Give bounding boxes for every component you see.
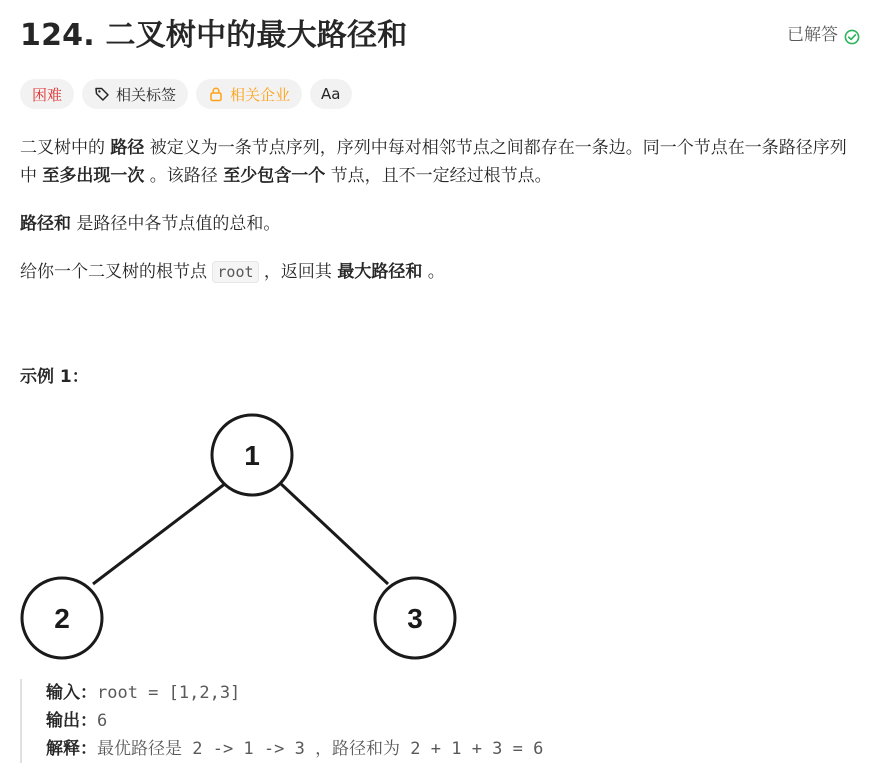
related-companies-button[interactable] (196, 79, 302, 109)
tree-node-left-label: 2 (54, 603, 70, 634)
related-tags-button[interactable] (82, 79, 188, 109)
inline-code: root (212, 261, 258, 283)
problem-description (20, 134, 862, 306)
description-paragraph-2: 路径和 是路径中各节点值的总和。 (20, 214, 281, 234)
font-size-icon: Aa (321, 85, 341, 103)
tag-icon (94, 86, 110, 102)
lock-icon (208, 86, 224, 102)
description-paragraph-3: 给你一个二叉树的根节点 root ，返回其 最大路径和 。 (20, 262, 445, 282)
tag-row (20, 79, 352, 109)
solved-label: 已解答 (787, 25, 838, 45)
example-output (46, 707, 866, 735)
related-tags-label: 相关标签 (116, 85, 177, 104)
related-companies-label: 相关企业 (230, 85, 291, 104)
problem-title: 124. 二叉树中的最大路径和 (20, 18, 408, 53)
output-label: 输出： (46, 711, 97, 731)
difficulty-label: 困难 (32, 85, 63, 104)
font-size-button[interactable] (310, 79, 351, 109)
example-input (46, 679, 866, 707)
explain-label: 解释： (46, 739, 97, 759)
tree-edge-right (280, 483, 388, 584)
example-title: 示例 1： (20, 367, 89, 387)
tree-node-root-label: 1 (244, 440, 260, 471)
output-value: 6 (97, 711, 108, 731)
description-paragraph-1: 二叉树中的 路径 被定义为一条节点序列，序列中每对相邻节点之间都存在一条边。同一个节点在一条路径序列中 至多出现一次 。该路径 至少包含一个 节点，且不一定经过根节点。 (20, 138, 847, 186)
tree-node-right-label: 3 (407, 603, 423, 634)
input-value: root = [1,2,3] (97, 683, 241, 703)
difficulty-badge[interactable] (20, 79, 74, 109)
input-label: 输入： (46, 683, 97, 703)
check-circle-icon (844, 27, 860, 43)
tree-edge-left (93, 483, 226, 584)
binary-tree-diagram (18, 408, 460, 660)
solved-status[interactable] (787, 22, 860, 48)
example-explanation: 解释：最优路径是 2 -> 1 -> 3 ，路径和为 2 + 1 + 3 = 6 (46, 739, 544, 759)
example-block (20, 679, 866, 763)
